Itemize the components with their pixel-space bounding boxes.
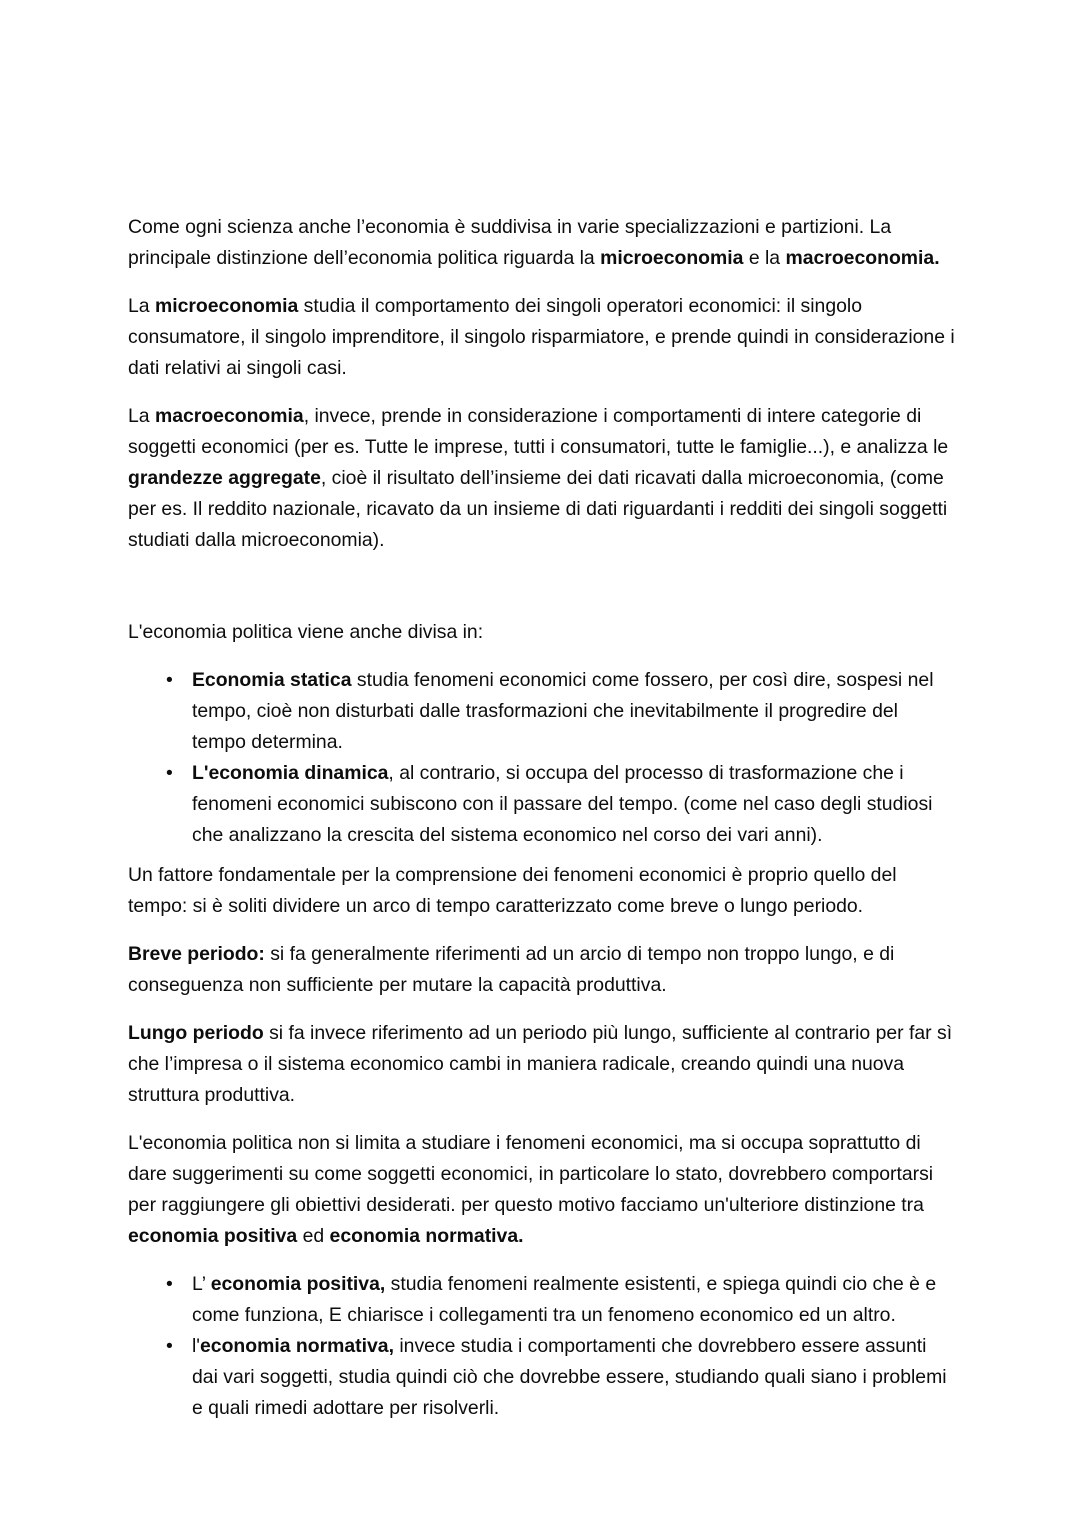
paragraph-lungo-periodo <box>128 1018 956 1111</box>
bold-run: Lungo periodo <box>128 1022 264 1044</box>
text-run: studia fenomeni economici come fossero, per così dire, sospesi nel tempo, cioè non disturbati dalle trasformazioni che inevitabilmente il progredire del tempo determina. <box>192 669 934 753</box>
bullet-icon: • <box>166 762 173 784</box>
document-body <box>128 212 956 1424</box>
list-item-text <box>192 1269 956 1331</box>
text-run: , cioè il risultato dell’insieme dei dati ricavati dalla microeconomia, (come per es. Il reddito nazionale, ricavato da un insieme di dati riguardanti i redditi dei singoli soggetti studiati dalla microeconomia). <box>128 467 948 551</box>
text-run: studia il comportamento dei singoli operatori economici: il singolo consumatore, il singolo imprenditore, il singolo risparmiatore, e prende quindi in considerazione i dati relativi ai singoli casi. <box>128 295 955 379</box>
bold-run: economia positiva, <box>210 1273 386 1295</box>
paragraph-microeconomia <box>128 291 956 384</box>
list-item-economia-statica <box>128 665 956 758</box>
list-item-text <box>192 758 956 851</box>
text-run: L'economia politica non si limita a studiare i fenomeni economici, ma si occupa soprattutto di dare suggerimenti su come soggetti economici, in particolare lo stato, dovrebbero comportarsi per raggiungere gli obiettivi desiderati. per questo motivo facciamo un'ulteriore distinzione tra <box>128 1132 934 1216</box>
paragraph-divisione-lead-in <box>128 617 956 648</box>
list-positiva-normativa <box>128 1269 956 1424</box>
text-run: Come ogni scienza anche l’economia è suddivisa in varie specializzazioni e partizioni. La principale distinzione dell’economia politica riguarda la <box>128 216 892 269</box>
text-run: La <box>128 405 155 427</box>
text-run: , al contrario, si occupa del processo di trasformazione che i fenomeni economici subiscono con il passare del tempo. (come nel caso degli studiosi che analizzano la crescita del sistema economico nel corso dei vari anni). <box>192 762 933 846</box>
bold-run: Breve periodo: <box>128 943 265 965</box>
text-run: studia fenomeni realmente esistenti, e spiega quindi cio che è e come funziona, E chiarisce i collegamenti tra un fenomeno economico ed un altro. <box>192 1273 937 1326</box>
text-run: l' <box>192 1335 201 1357</box>
list-item-economia-dinamica <box>128 758 956 851</box>
bold-run: macroeconomia <box>154 405 304 427</box>
bullet-icon: • <box>166 1335 173 1357</box>
text-run: La <box>128 295 155 317</box>
list-item-text <box>192 665 956 758</box>
bold-run: grandezze aggregate <box>128 467 321 489</box>
paragraph-positiva-normativa-lead-in <box>128 1128 956 1252</box>
list-statica-dinamica <box>128 665 956 851</box>
text-run: e la <box>743 247 786 269</box>
paragraph-breve-periodo <box>128 939 956 1001</box>
bold-run: macroeconomia. <box>785 247 940 269</box>
list-item-economia-normativa <box>128 1331 956 1424</box>
bold-run: economia normativa, <box>200 1335 394 1357</box>
text-run: ed <box>297 1225 330 1247</box>
text-run: L'economia politica viene anche divisa in: <box>128 621 484 643</box>
bold-run: Economia statica <box>192 669 352 691</box>
text-run: si fa generalmente riferimenti ad un arcio di tempo non troppo lungo, e di conseguenza non sufficiente per mutare la capacità produttiva. <box>128 943 895 996</box>
paragraph-fattore-tempo <box>128 860 956 922</box>
bold-run: microeconomia <box>154 295 299 317</box>
text-run: Un fattore fondamentale per la comprensione dei fenomeni economici è proprio quello del tempo: si è soliti dividere un arco di tempo caratterizzato come breve o lungo periodo. <box>128 864 897 917</box>
text-run: si fa invece riferimento ad un periodo più lungo, sufficiente al contrario per far sì che l’impresa o il sistema economico cambi in maniera radicale, creando quindi una nuova struttura produttiva. <box>128 1022 953 1106</box>
bold-run: economia normativa. <box>329 1225 524 1247</box>
text-run: , invece, prende in considerazione i comportamenti di intere categorie di soggetti economici (per es. Tutte le imprese, tutti i consumatori, tutte le famiglie...), e analizza le <box>128 405 949 458</box>
bold-run: L'economia dinamica <box>192 762 389 784</box>
list-item-economia-positiva <box>128 1269 956 1331</box>
paragraph-intro-specializzazioni <box>128 212 956 274</box>
bold-run: microeconomia <box>600 247 744 269</box>
bold-run: economia positiva <box>128 1225 298 1247</box>
paragraph-macroeconomia <box>128 401 956 556</box>
text-run: invece studia i comportamenti che dovrebbero essere assunti dai vari soggetti, studia quindi ciò che dovrebbe essere, studiando quali siano i problemi e quali rimedi adottare per risolverli. <box>192 1335 947 1419</box>
list-item-text <box>192 1331 956 1424</box>
text-run: L’ <box>192 1273 211 1295</box>
bullet-icon: • <box>166 1273 173 1295</box>
bullet-icon: • <box>166 669 173 691</box>
